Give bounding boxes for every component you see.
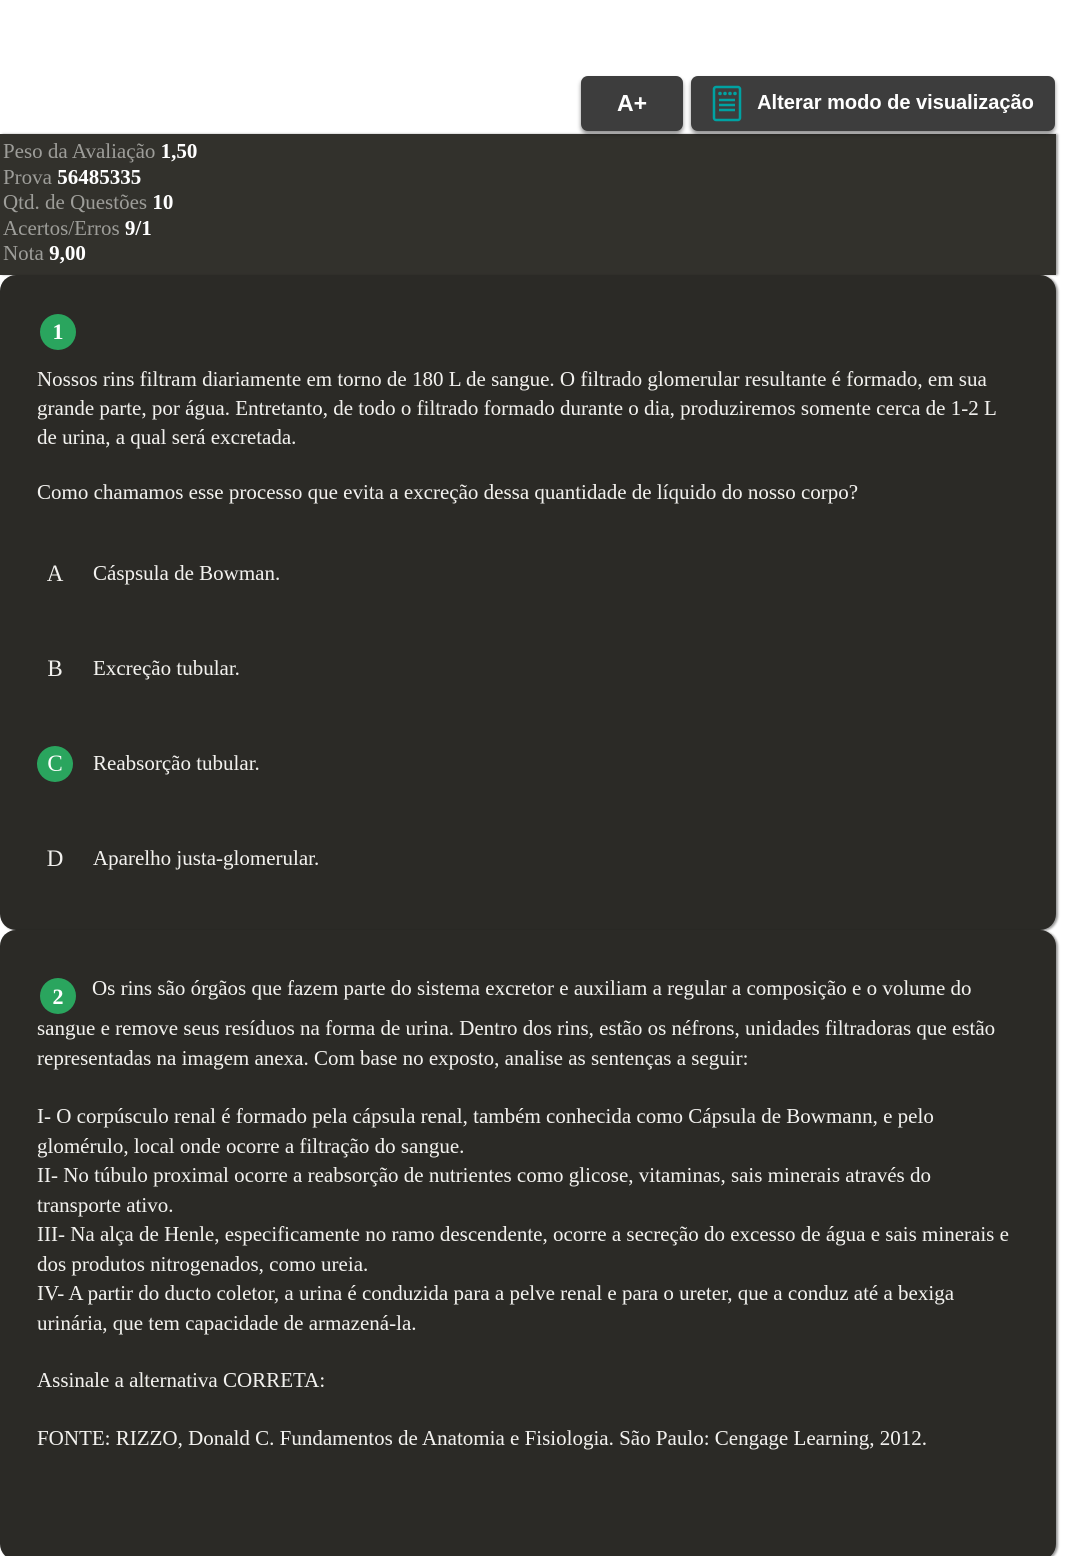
question-2-number-badge: 2 (40, 978, 76, 1014)
option-d-letter: D (46, 845, 64, 871)
statement-iv: IV- A partir do ducto coletor, a urina é conduzida para a pelve renal e para o ureter, que a conduz até a bexiga urinária, que tem capacidade de armazená-la. (37, 1281, 955, 1335)
summary-row-weight (3, 139, 1052, 165)
question-1-number-badge: 1 (40, 314, 76, 350)
summary-row-question-count (3, 190, 1052, 216)
summary-row-grade (3, 241, 1052, 267)
question-1-prompt: Como chamamos esse processo que evita a excreção dessa quantidade de líquido do nosso corpo? (37, 479, 859, 504)
option-a-text: Cáspsula de Bowman. (93, 561, 281, 585)
summary-value: 10 (152, 190, 174, 214)
assessment-summary (0, 134, 1056, 275)
summary-label: Peso da Avaliação (3, 139, 156, 163)
statement-ii: II- No túbulo proximal ocorre a reabsorção de nutrientes como glicose, vitaminas, sais minerais através do transporte ativo. (37, 1163, 931, 1217)
summary-label: Qtd. de Questões (3, 190, 148, 214)
question-2-intro-text: Os rins são órgãos que fazem parte do sistema excretor e auxiliam a regular a composição e o volume do sangue e remove seus resíduos na forma de urina. Dentro dos rins, estão os néfrons, unidades filtradoras que estão representadas na imagem anexa. Com base no exposto, analise as sentenças a seguir: (37, 975, 996, 1070)
option-c-text: Reabsorção tubular. (93, 751, 260, 775)
summary-row-hits-errors (3, 216, 1052, 242)
question-2-prompt: Assinale a alternativa CORRETA: (37, 1368, 326, 1393)
toolbar (0, 0, 1067, 134)
option-b-letter: B (47, 655, 63, 681)
statement-iii: III- Na alça de Henle, especificamente no ramo descendente, ocorre a secreção do excesso de água e sais minerais e dos produtos nitrogenados, como ureia. (37, 1222, 1009, 1276)
question-1-options (37, 556, 1019, 877)
question-2-statements (37, 1102, 1019, 1338)
document-list-icon (712, 85, 742, 122)
summary-value: 9/1 (124, 215, 152, 240)
content-column (0, 134, 1056, 1556)
summary-value: 9,00 (49, 241, 86, 265)
summary-label: Nota (3, 241, 44, 265)
summary-value: 56485335 (57, 164, 142, 189)
statement-i: I- O corpúsculo renal é formado pela cápsula renal, também conhecida como Cápsula de Bowmann, e pelo glomérulo, local onde ocorre a filtração do sangue. (37, 1104, 934, 1158)
option-d[interactable] (37, 841, 1019, 877)
option-b-text: Excreção tubular. (93, 656, 240, 680)
summary-row-exam (3, 165, 1052, 191)
option-d-text: Aparelho justa-glomerular. (93, 846, 320, 870)
question-2-source: FONTE: RIZZO, Donald C. Fundamentos de Anatomia e Fisiologia. São Paulo: Cengage Learning, 2012. (37, 1425, 928, 1450)
option-a-letter: A (46, 560, 64, 586)
summary-value: 1,50 (160, 139, 198, 163)
option-a[interactable] (37, 556, 1019, 592)
summary-label: Prova (3, 164, 52, 189)
summary-label: Acertos/Erros (3, 215, 120, 240)
question-2-card (0, 930, 1056, 1556)
change-view-mode-button[interactable] (691, 76, 1055, 131)
question-1-text: Nossos rins filtram diariamente em torno de 180 L de sangue. O filtrado glomerular resultante é formado, em sua grande parte, por água. Entretanto, de todo o filtrado formado durante o dia, produziremos somente cerca de 1-2 L de urina, a qual será excretada. (37, 366, 997, 449)
question-2-intro (37, 974, 1019, 1074)
option-b[interactable] (37, 651, 1019, 687)
option-c-correct[interactable] (37, 746, 1019, 782)
question-1-card (0, 275, 1056, 930)
font-increase-button[interactable]: A+ (581, 76, 683, 131)
option-c-letter: C (37, 746, 73, 782)
change-view-mode-label: Alterar modo de visualização (757, 92, 1034, 114)
